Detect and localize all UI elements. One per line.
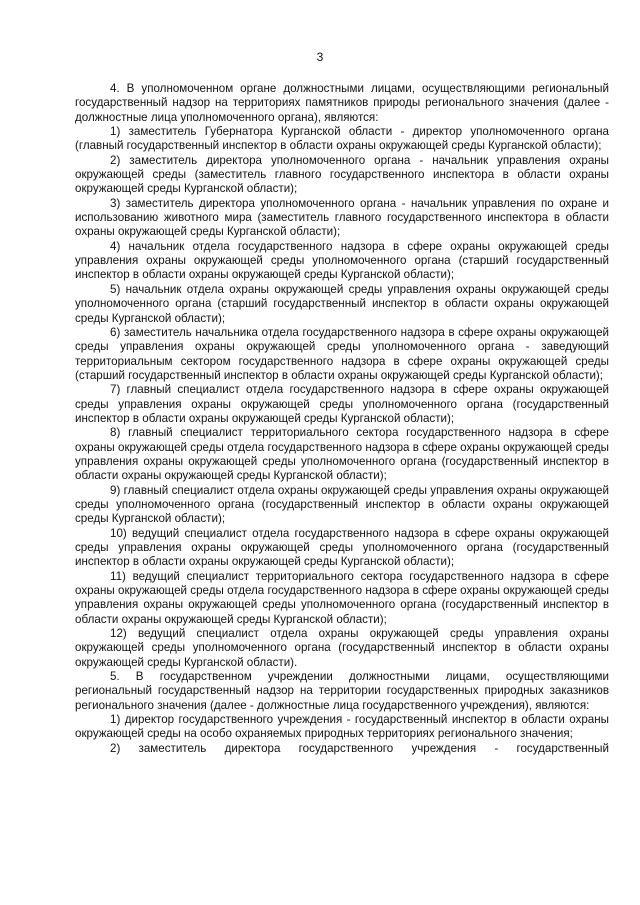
document-body xyxy=(75,82,609,756)
paragraph-item-4-11: 11) ведущий специалист территориального сектора государственного надзора в сфере охраны окружающей среды отдела государственного надзора в сфере охраны окружающей среды управления охраны окружающей среды уполномоченного органа (государственный инспектор в области охраны окружающей среды Курганской области); xyxy=(75,569,609,626)
paragraph-item-4-9: 9) главный специалист отдела охраны окружающей среды управления охраны окружающей среды уполномоченного органа (государственный инспектор в области охраны окружающей среды Курганской области); xyxy=(75,483,609,526)
paragraph-item-4-7: 7) главный специалист отдела государственного надзора в сфере охраны окружающей среды управления охраны окружающей среды уполномоченного органа (государственный инспектор в области охраны окружающей среды Курганской области); xyxy=(75,383,609,425)
paragraph-item-4-8: 8) главный специалист территориального сектора государственного надзора в сфере охраны окружающей среды отдела государственного надзора в сфере охраны окружающей среды управления охраны окружающей среды уполномоченного органа (государственный инспектор в области охраны окружающей среды Курганской области); xyxy=(75,426,609,483)
paragraph-item-4-5: 5) начальник отдела охраны окружающей среды управления охраны окружающей среды уполномоченного органа (старший государственный инспектор в области охраны окружающей среды Курганской области); xyxy=(75,282,609,325)
paragraph-item-4-10: 10) ведущий специалист отдела государственного надзора в сфере охраны окружающей среды управления охраны окружающей среды уполномоченного органа (государственный инспектор в области охраны окружающей среды Курганской области); xyxy=(75,526,609,569)
paragraph-item-5-1: 1) директор государственного учреждения - государственный инспектор в области охраны окружающей среды на особо охраняемых природных территориях регионального значения; xyxy=(75,713,609,741)
paragraph-item-4-4: 4) начальник отдела государственного надзора в сфере охраны окружающей среды управления охраны окружающей среды уполномоченного органа (старший государственный инспектор в области охраны окружающей среды Курганской области); xyxy=(75,239,609,282)
page-number: 3 xyxy=(316,50,324,64)
paragraph-section-5: 5. В государственном учреждении должностными лицами, осуществляющими региональный государственный надзор на территории государственных природных заказников регионального значения (далее - должностные лица государственного учреждения), являются: xyxy=(75,670,609,712)
paragraph-item-5-2: 2) заместитель директора государственного учреждения - государственный xyxy=(110,741,609,755)
paragraph-item-4-12: 12) ведущий специалист отдела охраны окружающей среды управления охраны окружающей среды уполномоченного органа (государственный инспектор в области охраны окружающей среды Курганской области). xyxy=(75,627,609,669)
paragraph-section-4: 4. В уполномоченном органе должностными лицами, осуществляющими региональный государственный надзор на территориях памятников природы регионального значения (далее - должностные лица уполномоченного органа), являются: xyxy=(75,82,609,124)
paragraph-item-4-1: 1) заместитель Губернатора Курганской области - директор уполномоченного органа (главный государственный инспектор в области охраны окружающей среды Курганской области); xyxy=(75,125,609,153)
paragraph-item-4-3: 3) заместитель директора уполномоченного органа - начальник управления по охране и использованию животного мира (заместитель главного государственного инспектора в области охраны окружающей среды Курганской области); xyxy=(75,196,609,239)
paragraph-item-4-6: 6) заместитель начальника отдела государственного надзора в сфере охраны окружающей среды управления охраны окружающей среды уполномоченного органа - заведующий территориальным сектором государственного надзора в сфере охраны окружающей среды (старший государственный инспектор в области охраны окружающей среды Курганской области); xyxy=(75,325,609,382)
paragraph-item-4-2: 2) заместитель директора уполномоченного органа - начальник управления охраны окружающей среды (заместитель главного государственного инспектора в области охраны окружающей среды Курганской области); xyxy=(75,153,609,196)
